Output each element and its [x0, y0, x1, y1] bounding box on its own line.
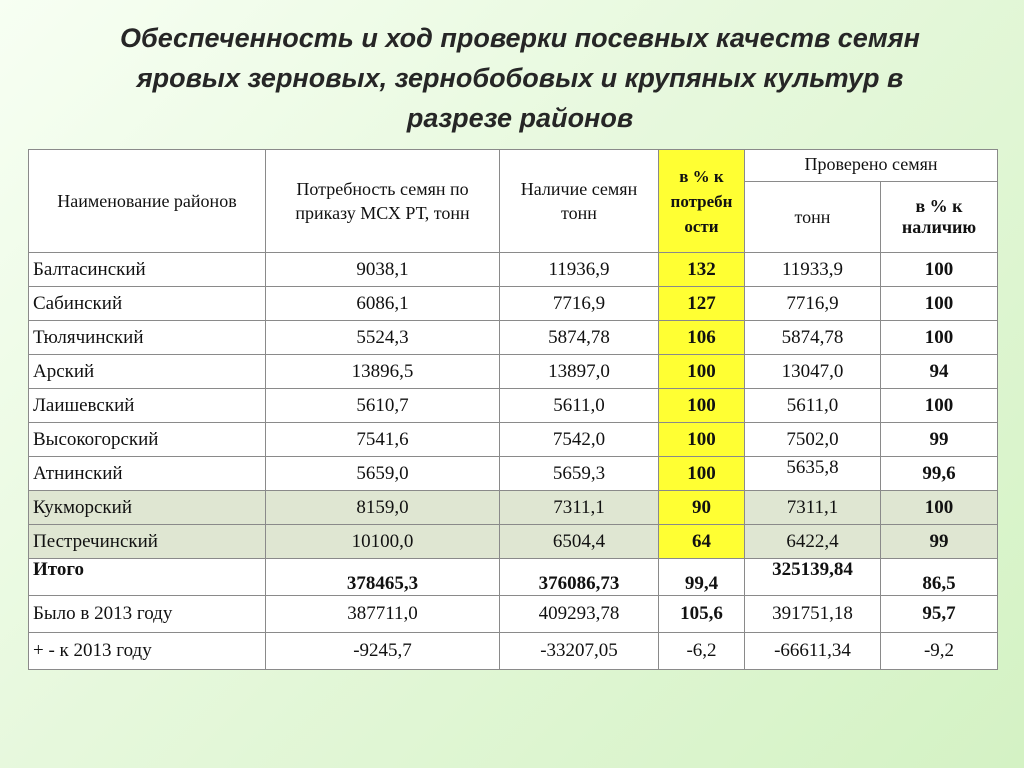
header-checked-tons: тонн	[745, 182, 881, 253]
percent-of-need: 100	[659, 355, 745, 389]
header-seed-need: Потребность семян по приказу МСХ РТ, тонн	[266, 150, 500, 253]
checked-tons: 7716,9	[745, 287, 881, 321]
seed-available: 7311,1	[500, 491, 659, 525]
checked-percent: 100	[881, 389, 998, 423]
checked-tons: 5611,0	[745, 389, 881, 423]
district-name: Кукморский	[29, 491, 266, 525]
header-checked-percent: в % к наличию	[881, 182, 998, 253]
checked-tons: 5874,78	[745, 321, 881, 355]
checked-tons: 7311,1	[745, 491, 881, 525]
total-seed-need: 378465,3	[266, 559, 500, 596]
percent-of-need: 64	[659, 525, 745, 559]
difference-label: + - к 2013 году	[29, 633, 266, 670]
seed-need: 7541,6	[266, 423, 500, 457]
district-name: Высокогорский	[29, 423, 266, 457]
percent-of-need: 100	[659, 457, 745, 491]
table-row	[29, 457, 998, 491]
difference-seed-available: -33207,05	[500, 633, 659, 670]
previous-year-label: Было в 2013 году	[29, 596, 266, 633]
district-name: Сабинский	[29, 287, 266, 321]
previous-seed-available: 409293,78	[500, 596, 659, 633]
difference-checked-percent: -9,2	[881, 633, 998, 670]
page-title	[60, 18, 980, 138]
total-percent-of-need: 99,4	[659, 559, 745, 596]
seed-need: 5659,0	[266, 457, 500, 491]
district-name: Балтасинский	[29, 253, 266, 287]
header-district-name: Наименование районов	[29, 150, 266, 253]
previous-checked-tons: 391751,18	[745, 596, 881, 633]
checked-percent: 99	[881, 423, 998, 457]
seed-available: 11936,9	[500, 253, 659, 287]
title-line-2: яровых зерновых, зернобобовых и крупяных культур в	[136, 63, 904, 93]
total-label: Итого	[29, 559, 266, 596]
checked-tons: 11933,9	[745, 253, 881, 287]
checked-percent: 100	[881, 253, 998, 287]
header-seed-available: Наличие семян тонн	[500, 150, 659, 253]
table-row	[29, 389, 998, 423]
percent-of-need: 100	[659, 423, 745, 457]
title-line-1: Обеспеченность и ход проверки посевных качеств семян	[119, 23, 920, 53]
header-percent-of-need: в % к потребн ости	[659, 150, 745, 253]
seed-available: 5659,3	[500, 457, 659, 491]
checked-percent: 100	[881, 321, 998, 355]
seed-available: 7542,0	[500, 423, 659, 457]
seed-need: 8159,0	[266, 491, 500, 525]
total-seed-available: 376086,73	[500, 559, 659, 596]
district-name: Лаишевский	[29, 389, 266, 423]
checked-tons: 13047,0	[745, 355, 881, 389]
table-row	[29, 525, 998, 559]
seed-available: 13897,0	[500, 355, 659, 389]
previous-year-row	[29, 596, 998, 633]
seed-need: 13896,5	[266, 355, 500, 389]
checked-tons: 5635,8	[745, 457, 881, 491]
percent-of-need: 100	[659, 389, 745, 423]
checked-percent: 100	[881, 287, 998, 321]
total-checked-tons: 325139,84	[745, 559, 881, 596]
checked-percent: 99,6	[881, 457, 998, 491]
seed-available: 7716,9	[500, 287, 659, 321]
total-checked-percent: 86,5	[881, 559, 998, 596]
difference-checked-tons: -66611,34	[745, 633, 881, 670]
total-row	[29, 559, 998, 596]
seed-need: 6086,1	[266, 287, 500, 321]
table-row	[29, 253, 998, 287]
checked-tons: 7502,0	[745, 423, 881, 457]
checked-tons: 6422,4	[745, 525, 881, 559]
seed-need: 5610,7	[266, 389, 500, 423]
title-line-3: разрезе районов	[406, 103, 634, 133]
table-row	[29, 355, 998, 389]
difference-row	[29, 633, 998, 670]
checked-percent: 94	[881, 355, 998, 389]
percent-of-need: 132	[659, 253, 745, 287]
checked-percent: 100	[881, 491, 998, 525]
seed-available: 6504,4	[500, 525, 659, 559]
seed-available: 5874,78	[500, 321, 659, 355]
district-name: Тюлячинский	[29, 321, 266, 355]
seed-available: 5611,0	[500, 389, 659, 423]
previous-percent-of-need: 105,6	[659, 596, 745, 633]
seed-need: 10100,0	[266, 525, 500, 559]
seed-need: 9038,1	[266, 253, 500, 287]
percent-of-need: 106	[659, 321, 745, 355]
district-name: Атнинский	[29, 457, 266, 491]
seed-need: 5524,3	[266, 321, 500, 355]
district-name: Пестречинский	[29, 525, 266, 559]
percent-of-need: 90	[659, 491, 745, 525]
previous-checked-percent: 95,7	[881, 596, 998, 633]
district-name: Арский	[29, 355, 266, 389]
table-row	[29, 491, 998, 525]
table-row	[29, 287, 998, 321]
percent-of-need: 127	[659, 287, 745, 321]
difference-seed-need: -9245,7	[266, 633, 500, 670]
difference-percent-of-need: -6,2	[659, 633, 745, 670]
checked-percent: 99	[881, 525, 998, 559]
previous-seed-need: 387711,0	[266, 596, 500, 633]
header-checked-seeds: Проверено семян	[745, 150, 998, 182]
table-row	[29, 423, 998, 457]
seed-quality-table	[28, 149, 998, 670]
table-row	[29, 321, 998, 355]
